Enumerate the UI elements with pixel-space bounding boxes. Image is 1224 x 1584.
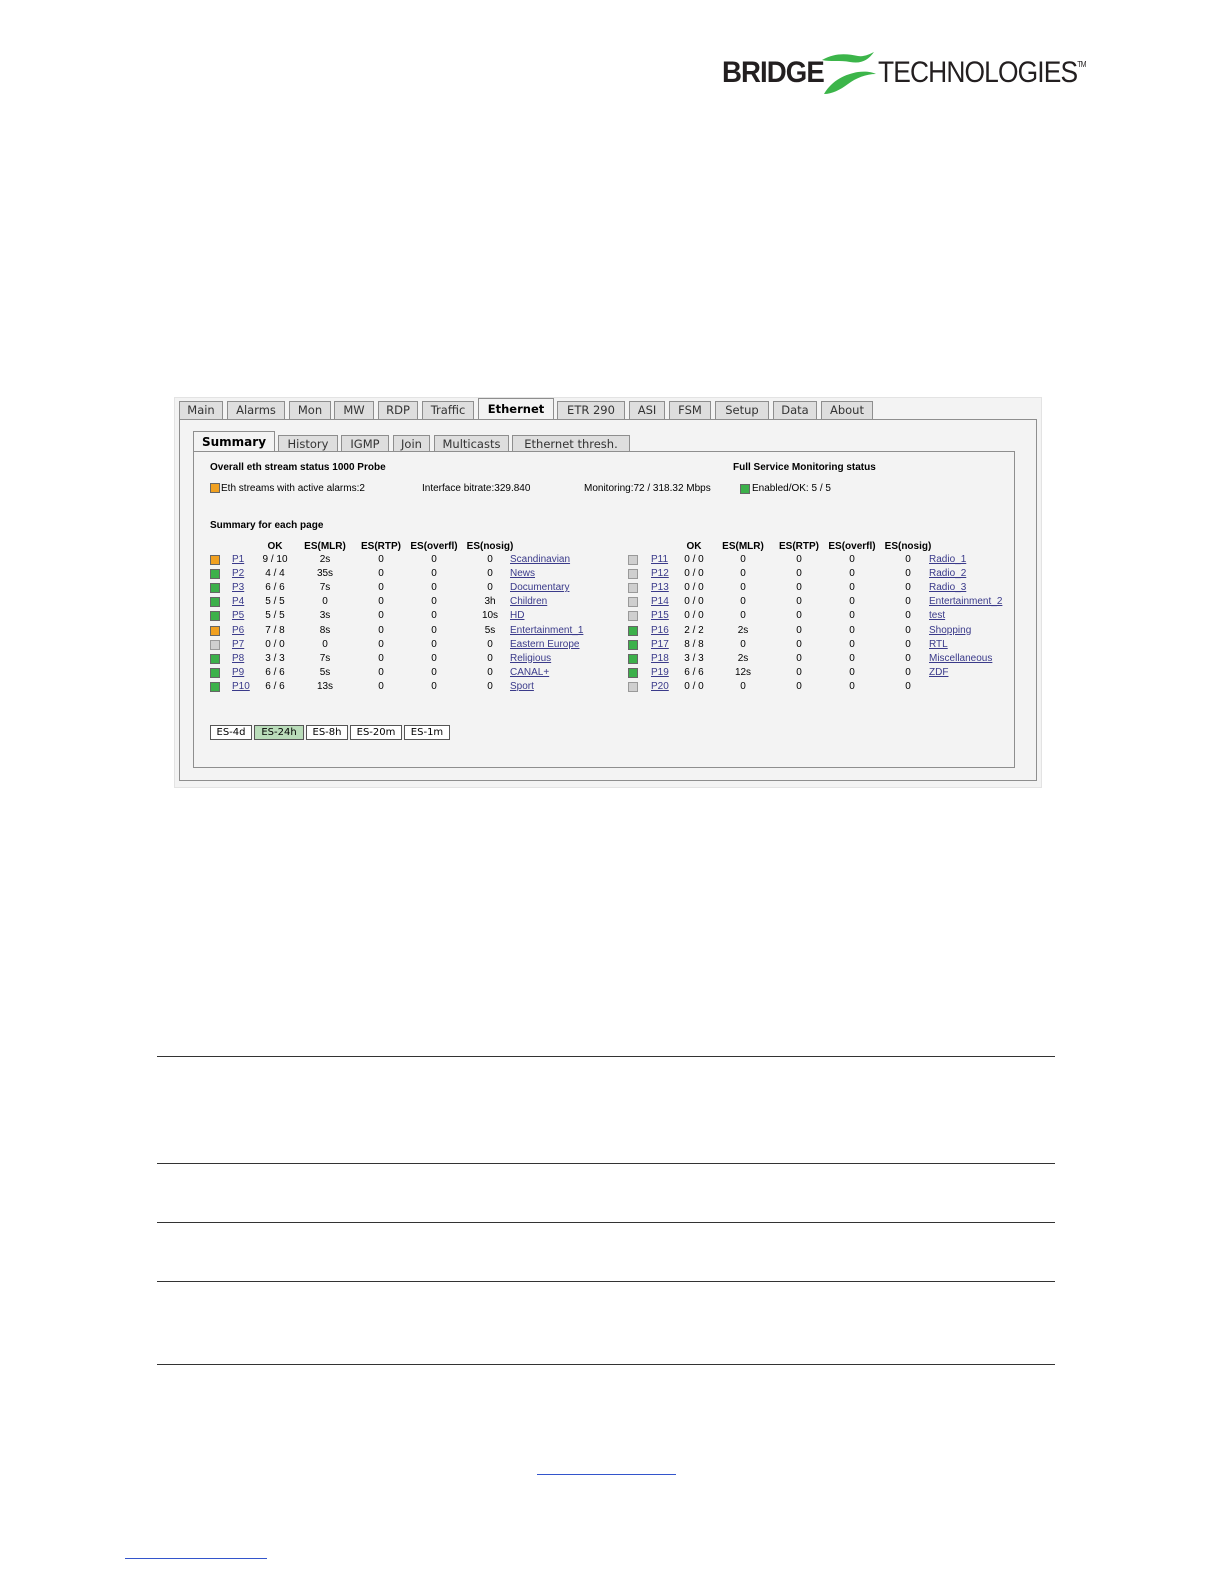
horizontal-rule (157, 1281, 1055, 1282)
es-rtp-value: 0 (378, 624, 384, 636)
horizontal-rule (157, 1056, 1055, 1057)
es-overfl-value: 0 (431, 610, 437, 622)
es-nosig-value: 0 (905, 596, 911, 608)
ok-count: 7 / 8 (265, 624, 285, 636)
es-mlr-value: 7s (319, 582, 331, 594)
tab-setup[interactable]: Setup (715, 401, 769, 419)
es-nosig-value: 10s (481, 610, 499, 622)
es-nosig-value: 5s (484, 624, 496, 636)
page-link[interactable]: P19 (651, 666, 669, 678)
es-nosig-value: 0 (487, 680, 493, 692)
es-mlr-value: 0 (322, 596, 328, 608)
subtab-multicasts[interactable]: Multicasts (434, 435, 509, 452)
tab-main[interactable]: Main (179, 401, 223, 419)
page-status-icon (628, 555, 638, 565)
page-status-icon (210, 640, 220, 650)
es-mlr-value: 0 (322, 638, 328, 650)
es-overfl-value: 0 (849, 582, 855, 594)
es-rtp-value: 0 (796, 568, 802, 580)
es-nosig-value: 0 (487, 652, 493, 664)
summary-title: Summary for each page (210, 520, 324, 531)
active-alarms-text: Eth streams with active alarms:2 (221, 483, 365, 494)
es-mlr-value: 5s (319, 666, 331, 678)
page-link[interactable]: P5 (232, 610, 245, 622)
es-rtp-value: 0 (796, 610, 802, 622)
es-nosig-value: 0 (905, 568, 911, 580)
col-header-es-overfl: ES(overfl) (828, 541, 876, 552)
ok-count: 3 / 3 (265, 652, 285, 664)
es-mlr-value: 8s (319, 624, 331, 636)
es-overfl-value: 0 (849, 666, 855, 678)
logo-text-bridge: BRIDGE (722, 56, 824, 89)
ok-count: 0 / 0 (684, 680, 704, 692)
es-1m-button[interactable]: ES-1m (404, 725, 450, 740)
page-link[interactable]: P18 (651, 652, 669, 664)
es-nosig-value: 0 (905, 652, 911, 664)
page-status-icon (628, 640, 638, 650)
es-overfl-value: 0 (431, 554, 437, 565)
page-link[interactable]: P10 (232, 680, 250, 692)
es-mlr-value: 12s (734, 666, 752, 678)
page-status-icon (628, 569, 638, 579)
es-overfl-value: 0 (431, 624, 437, 636)
fsm-status-title: Full Service Monitoring status (733, 462, 876, 473)
es-overfl-value: 0 (849, 568, 855, 580)
col-header-es-rtp: ES(RTP) (779, 541, 819, 552)
es-nosig-value: 0 (905, 582, 911, 594)
es-nosig-value: 0 (487, 666, 493, 678)
es-rtp-value: 0 (796, 652, 802, 664)
subtab-summary[interactable]: Summary (193, 431, 275, 452)
tab-asi[interactable]: ASI (629, 401, 665, 419)
ok-count: 0 / 0 (684, 610, 704, 622)
es-rtp-value: 0 (796, 624, 802, 636)
subtab-join[interactable]: Join (393, 435, 430, 452)
col-header-es-mlr: ES(MLR) (304, 541, 346, 552)
footnote-link-underline[interactable] (125, 1558, 267, 1559)
page-link[interactable]: P17 (651, 638, 669, 650)
es-rtp-value: 0 (378, 666, 384, 678)
page-name-link[interactable]: Documentary (510, 582, 570, 594)
page-name-link[interactable]: Miscellaneous (929, 652, 993, 664)
es-mlr-value: 2s (737, 652, 749, 664)
es-rtp-value: 0 (378, 680, 384, 692)
es-mlr-value: 0 (740, 638, 746, 650)
page-name-link[interactable]: Radio_2 (929, 568, 967, 580)
es-nosig-value: 0 (905, 638, 911, 650)
es-mlr-value: 35s (316, 568, 334, 580)
es-rtp-value: 0 (796, 680, 802, 692)
page-status-icon (210, 626, 220, 636)
ok-count: 0 / 0 (684, 554, 704, 565)
es-mlr-value: 2s (319, 554, 331, 565)
es-mlr-value: 0 (740, 554, 746, 565)
tab-ethernet[interactable]: Ethernet (478, 398, 554, 421)
fsm-enabled-text: Enabled/OK: 5 / 5 (752, 483, 831, 494)
es-rtp-value: 0 (796, 638, 802, 650)
page-link[interactable]: P16 (651, 624, 669, 636)
ok-count: 0 / 0 (684, 568, 704, 580)
page-name-link[interactable]: Scandinavian (510, 554, 571, 565)
col-header-es-mlr: ES(MLR) (722, 541, 764, 552)
es-nosig-value: 0 (905, 624, 911, 636)
es-mlr-value: 0 (740, 610, 746, 622)
ethernet-panel (179, 419, 1037, 781)
es-rtp-value: 0 (378, 638, 384, 650)
es-rtp-value: 0 (378, 652, 384, 664)
es-overfl-value: 0 (849, 610, 855, 622)
logo-swoosh-icon (818, 50, 878, 96)
page-status-icon (210, 668, 220, 678)
probe-ui-screenshot (174, 397, 1042, 788)
es-nosig-value: 0 (487, 638, 493, 650)
ok-count: 0 / 0 (684, 582, 704, 594)
col-header-es-overfl: ES(overfl) (410, 541, 458, 552)
fsm-status-icon (740, 484, 750, 494)
es-overfl-value: 0 (849, 596, 855, 608)
es-nosig-value: 0 (487, 568, 493, 580)
page-link[interactable]: P3 (232, 582, 245, 594)
page-name-link[interactable]: Sport (510, 680, 534, 692)
es-rtp-value: 0 (796, 582, 802, 594)
es-mlr-value: 3s (319, 610, 331, 622)
tab-etr290[interactable]: ETR 290 (557, 401, 625, 419)
es-4d-button[interactable]: ES-4d (210, 725, 252, 740)
page-name-link[interactable]: RTL (929, 638, 948, 650)
page-status-icon (210, 597, 220, 607)
ok-count: 0 / 0 (684, 596, 704, 608)
page-name-link[interactable]: CANAL+ (510, 666, 550, 678)
ok-count: 6 / 6 (265, 666, 285, 678)
subtab-igmp[interactable]: IGMP (341, 435, 389, 452)
page-status-icon (628, 583, 638, 593)
es-mlr-value: 0 (740, 568, 746, 580)
page-status-icon (210, 682, 220, 692)
page-link[interactable]: P2 (232, 568, 245, 580)
es-20m-button[interactable]: ES-20m (350, 725, 402, 740)
es-mlr-value: 0 (740, 582, 746, 594)
es-rtp-value: 0 (796, 666, 802, 678)
page-status-icon (628, 597, 638, 607)
es-mlr-value: 7s (319, 652, 331, 664)
es-overfl-value: 0 (849, 624, 855, 636)
page-link[interactable]: P14 (651, 596, 669, 608)
es-rtp-value: 0 (378, 554, 384, 565)
subtab-history[interactable]: History (278, 435, 338, 452)
es-nosig-value: 3h (484, 596, 496, 608)
col-header-es-nosig: ES(nosig) (466, 541, 514, 552)
es-overfl-value: 0 (431, 680, 437, 692)
es-nosig-value: 0 (905, 680, 911, 692)
es-nosig-value: 0 (487, 554, 493, 565)
page-link[interactable]: P9 (232, 666, 245, 678)
page-link[interactable]: P6 (232, 624, 245, 636)
es-overfl-value: 0 (431, 652, 437, 664)
es-mlr-value: 0 (740, 596, 746, 608)
page-name-link[interactable]: Entertainment_2 (929, 596, 1003, 608)
es-rtp-value: 0 (378, 610, 384, 622)
page-status-icon (210, 569, 220, 579)
tab-traffic[interactable]: Traffic (422, 401, 474, 419)
col-header-es-nosig: ES(nosig) (884, 541, 932, 552)
page-link[interactable]: P13 (651, 582, 669, 594)
page-status-icon (210, 555, 220, 565)
ok-count: 5 / 5 (265, 596, 285, 608)
page-link[interactable]: P20 (651, 680, 669, 692)
subtab-ethernet-thresh[interactable]: Ethernet thresh. (512, 435, 630, 452)
page-name-link[interactable]: Radio_3 (929, 582, 967, 594)
tab-about[interactable]: About (821, 401, 873, 419)
page-name-link[interactable]: Shopping (929, 624, 972, 636)
es-overfl-value: 0 (849, 652, 855, 664)
alarm-status-icon (210, 483, 220, 493)
es-mlr-value: 13s (316, 680, 334, 692)
ok-count: 4 / 4 (265, 568, 285, 580)
tab-fsm[interactable]: FSM (669, 401, 711, 419)
tab-alarms[interactable]: Alarms (227, 401, 285, 419)
col-header-es-rtp: ES(RTP) (361, 541, 401, 552)
es-overfl-value: 0 (849, 638, 855, 650)
page-name-link[interactable]: ZDF (929, 666, 949, 678)
page-name-link[interactable]: HD (510, 610, 525, 622)
monitoring-text: Monitoring:72 / 318.32 Mbps (584, 483, 711, 494)
summary-panel (193, 451, 1015, 768)
horizontal-rule (157, 1163, 1055, 1164)
es-mlr-value: 2s (737, 624, 749, 636)
overall-status-title: Overall eth stream status 1000 Probe (210, 462, 386, 473)
page-name-link[interactable]: Radio_1 (929, 554, 967, 565)
ok-count: 2 / 2 (684, 624, 704, 636)
col-header-ok: OK (267, 541, 283, 552)
es-overfl-value: 0 (849, 680, 855, 692)
es-nosig-value: 0 (905, 666, 911, 678)
ok-count: 3 / 3 (684, 652, 704, 664)
es-8h-button[interactable]: ES-8h (306, 725, 348, 740)
tab-rdp[interactable]: RDP (378, 401, 418, 419)
ok-count: 8 / 8 (684, 638, 704, 650)
page-status-icon (628, 668, 638, 678)
link-underline[interactable] (537, 1474, 676, 1475)
horizontal-rule (157, 1222, 1055, 1223)
page-name-link[interactable]: Entertainment_1 (510, 624, 584, 636)
es-rtp-value: 0 (796, 554, 802, 565)
ok-count: 0 / 0 (265, 638, 285, 650)
es-rtp-value: 0 (378, 596, 384, 608)
es-nosig-value: 0 (905, 610, 911, 622)
horizontal-rule (157, 1364, 1055, 1365)
page-name-link[interactable]: Eastern Europe (510, 638, 580, 650)
es-overfl-value: 0 (431, 638, 437, 650)
page-link[interactable]: P15 (651, 610, 669, 622)
tab-data[interactable]: Data (773, 401, 817, 419)
bridge-technologies-logo (722, 50, 1086, 96)
page-status-icon (628, 654, 638, 664)
page-status-icon (628, 682, 638, 692)
ok-count: 6 / 6 (684, 666, 704, 678)
tab-mon[interactable]: Mon (289, 401, 331, 419)
page-status-icon (210, 654, 220, 664)
es-overfl-value: 0 (849, 554, 855, 565)
ok-count: 6 / 6 (265, 582, 285, 594)
es-nosig-value: 0 (905, 554, 911, 565)
es-24h-button[interactable]: ES-24h (254, 725, 304, 740)
interface-bitrate-text: Interface bitrate:329.840 (422, 483, 531, 494)
es-overfl-value: 0 (431, 568, 437, 580)
page-link[interactable]: P12 (651, 568, 669, 580)
page-link[interactable]: P1 (232, 554, 245, 565)
page-link[interactable]: P8 (232, 652, 245, 664)
es-rtp-value: 0 (378, 582, 384, 594)
es-overfl-value: 0 (431, 582, 437, 594)
es-overfl-value: 0 (431, 596, 437, 608)
page-link[interactable]: P7 (232, 638, 245, 650)
page-status-icon (210, 611, 220, 621)
page-status-icon (628, 611, 638, 621)
es-rtp-value: 0 (378, 568, 384, 580)
es-nosig-value: 0 (487, 582, 493, 594)
es-mlr-value: 0 (740, 680, 746, 692)
es-rtp-value: 0 (796, 596, 802, 608)
ok-count: 5 / 5 (265, 610, 285, 622)
page-name-link[interactable]: News (510, 568, 536, 580)
page-status-icon (210, 583, 220, 593)
page-name-link[interactable]: Children (510, 596, 548, 608)
tab-mw[interactable]: MW (334, 401, 374, 419)
ok-count: 6 / 6 (265, 680, 285, 692)
col-header-ok: OK (686, 541, 702, 552)
page-status-icon (628, 626, 638, 636)
es-overfl-value: 0 (431, 666, 437, 678)
page-link[interactable]: P11 (651, 554, 669, 565)
logo-text-technologies: TECHNOLOGIES™ (878, 56, 1086, 89)
ok-count: 9 / 10 (262, 554, 288, 565)
page-link[interactable]: P4 (232, 596, 245, 608)
page-name-link[interactable]: test (929, 610, 946, 622)
page-name-link[interactable]: Religious (510, 652, 552, 664)
